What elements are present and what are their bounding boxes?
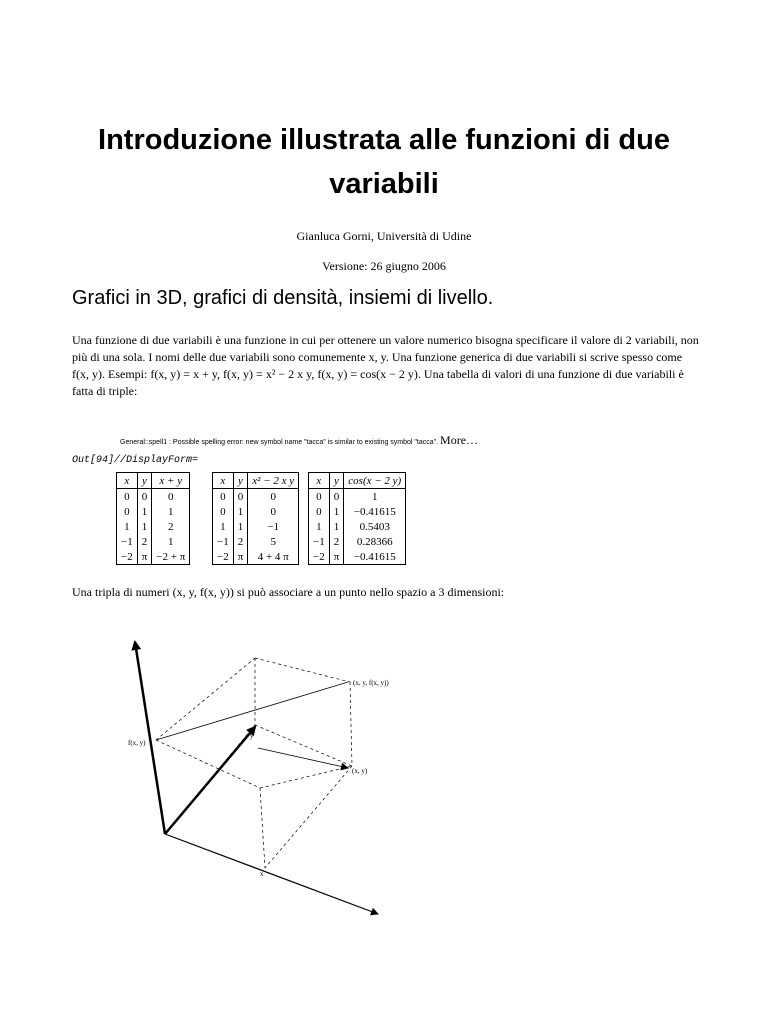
table-row (213, 489, 299, 505)
cell: 1 (137, 504, 152, 519)
label-xy: (x, y) (352, 767, 368, 775)
cell: 2 (329, 534, 344, 549)
cell: 1 (309, 519, 330, 534)
cell: 1 (329, 519, 344, 534)
intro-paragraph: Una funzione di due variabili è una funzione in cui per ottenere un valore numerico bisogna specificare il valore di 2 variabili, non più di una sola. I nomi delle due variabili sono comunemente x, y. Una funzione generica di due variabili si scrive spesso come f(x, y). Esempi: f(x, y) = x + y, f(x, y) = x² − 2 x y, f(x, y) = cos(x − 2 y). Una tabella di valori di una funzione di due variabili è fatta di triple: (72, 333, 699, 398)
cell: 0 (329, 489, 344, 505)
cell: 0 (270, 490, 276, 503)
cell: −0.41615 (353, 550, 396, 563)
cell: π (329, 549, 344, 565)
cell: 0 (270, 505, 276, 518)
cell: 1 (233, 519, 248, 534)
cell: 1 (213, 519, 234, 534)
cell: π (137, 549, 152, 565)
label-y: y (250, 732, 254, 740)
table-row (309, 489, 406, 505)
cell: 1 (329, 504, 344, 519)
header-cell: x² − 2 x y (248, 473, 299, 489)
label-fxy: f(x, y) (128, 739, 146, 747)
line-to-xy (258, 748, 348, 768)
cell: 0 (213, 489, 234, 505)
header-cell: y (137, 473, 152, 489)
header-cell: y (329, 473, 344, 489)
cell: 0 (117, 489, 138, 505)
x-axis (165, 834, 378, 914)
table-row (117, 519, 190, 534)
table-cosine (308, 472, 406, 565)
header-cell: x (117, 473, 138, 489)
table-row (117, 549, 190, 565)
table-row (309, 504, 406, 519)
table-row (213, 549, 299, 565)
label-x: x (260, 870, 264, 878)
cell: 5 (270, 535, 276, 548)
table-x-squared (212, 472, 299, 565)
cell: 1 (137, 519, 152, 534)
header-cell: x + y (152, 473, 190, 489)
header-cell: cos(x − 2 y) (344, 473, 406, 489)
cell: 1 (372, 490, 378, 503)
table-row (117, 534, 190, 549)
table-row (213, 519, 299, 534)
3d-axes-diagram (110, 630, 430, 920)
cell: −1 (213, 534, 234, 549)
cell: 0 (168, 490, 174, 503)
version-line: Versione: 26 giugno 2006 (322, 259, 446, 273)
table-row (309, 519, 406, 534)
cell: −1 (309, 534, 330, 549)
cell: −1 (267, 520, 280, 533)
cell: 2 (233, 534, 248, 549)
cell: −2 (309, 549, 330, 565)
output-label: Out[94]//DisplayForm= (72, 455, 199, 466)
document-title: Introduzione illustrata alle funzioni di due variabili (98, 124, 670, 200)
cell: 2 (168, 520, 174, 533)
table-row (309, 549, 406, 565)
cell: −0.41615 (353, 505, 396, 518)
header-cell: x (309, 473, 330, 489)
z-axis (135, 642, 165, 834)
cell: 0 (233, 489, 248, 505)
warning-message: General::spell1 : Possible spelling error: new symbol name "tacca" is similar to existing symbol "tacca". (120, 439, 439, 446)
section-heading: Grafici in 3D, grafici di densità, insiemi di livello. (72, 287, 494, 309)
cell: π (233, 549, 248, 565)
cell: −2 (117, 549, 138, 565)
cell: −2 (213, 549, 234, 565)
cell: 2 (137, 534, 152, 549)
label-point: (x, y, f(x, y)) (353, 679, 389, 687)
table-row (213, 504, 299, 519)
cell: 0 (309, 489, 330, 505)
header-cell: y (233, 473, 248, 489)
table-x-plus-y (116, 472, 190, 565)
spelling-warning (120, 433, 478, 448)
more-link[interactable]: More… (440, 433, 479, 447)
cell: 0.5403 (359, 520, 390, 533)
cell: 0.28366 (356, 535, 393, 548)
table-row (117, 504, 190, 519)
y-axis (165, 727, 255, 834)
cell: 1 (117, 519, 138, 534)
cell: −2 + π (156, 550, 186, 563)
author-line: Gianluca Gorni, Università di Udine (296, 229, 472, 243)
table-row (309, 534, 406, 549)
cell: 4 + 4 π (257, 550, 289, 563)
table-row (117, 489, 190, 505)
cell: 1 (168, 535, 174, 548)
cell: −1 (117, 534, 138, 549)
triple-paragraph: Una tripla di numeri (x, y, f(x, y)) si può associare a un punto nello spazio a 3 dimensioni: (72, 585, 505, 599)
cell: 0 (137, 489, 152, 505)
cell: 1 (168, 505, 174, 518)
header-cell: x (213, 473, 234, 489)
cell: 0 (117, 504, 138, 519)
cell: 1 (233, 504, 248, 519)
table-row (213, 534, 299, 549)
cell: 0 (309, 504, 330, 519)
cell: 0 (213, 504, 234, 519)
